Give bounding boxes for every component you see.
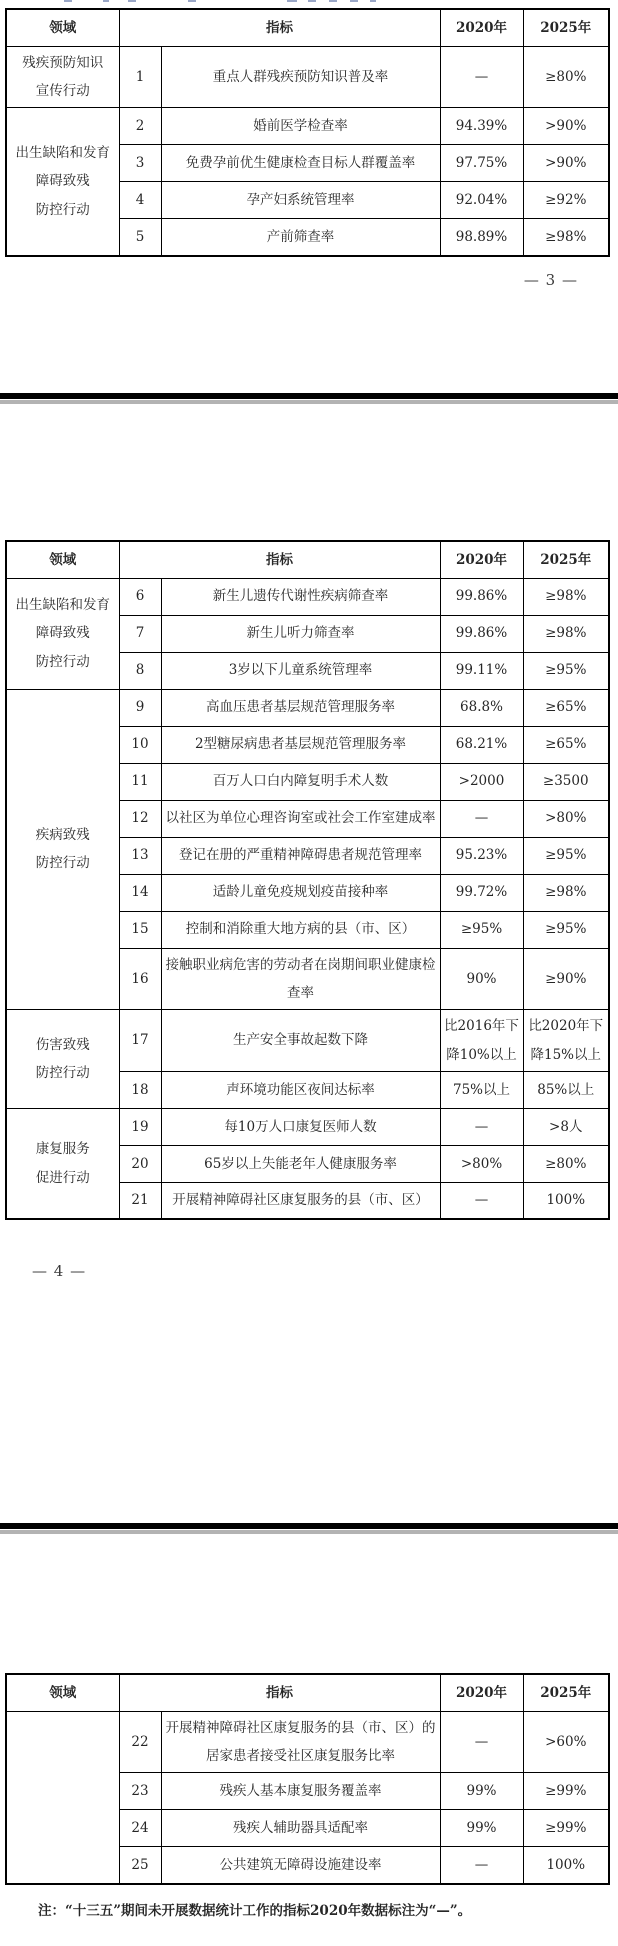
value-2020-cell: 95.23% xyxy=(440,837,523,874)
domain-line: 疾病致残 xyxy=(35,827,90,843)
domain-line: 障碍致残 xyxy=(35,173,90,190)
indicator-cell: 公共建筑无障碍设施建设率 xyxy=(161,1847,440,1884)
value-2020-cell: 92.04% xyxy=(440,182,523,219)
value-2020-cell: 99.86% xyxy=(440,615,523,652)
indicator-cell: 新生儿听力筛查率 xyxy=(161,615,440,652)
value-2025-cell: ≥3500 xyxy=(523,763,609,800)
indicator-cell: 新生儿遗传代谢性疾病筛查率 xyxy=(161,578,440,615)
serial-number-cell: 8 xyxy=(119,652,161,689)
value-2020-cell: 75%以上 xyxy=(440,1071,523,1108)
indicator-cell: 登记在册的严重精神障碍患者规范管理率 xyxy=(161,837,440,874)
serial-number-cell: 20 xyxy=(119,1145,161,1182)
col-header-2020: 2020年 xyxy=(440,541,523,578)
serial-number-cell: 23 xyxy=(119,1773,161,1810)
table-row xyxy=(6,108,609,145)
page-separator xyxy=(0,1523,618,1534)
col-header-domain: 领域 xyxy=(6,9,119,46)
value-2025-cell: 100% xyxy=(523,1182,609,1219)
serial-number-cell: 13 xyxy=(119,837,161,874)
col-header-indicator: 指标 xyxy=(119,9,440,46)
value-2025-cell: >60% xyxy=(523,1711,609,1773)
domain-line: 防控行动 xyxy=(35,201,90,218)
serial-number-cell: 1 xyxy=(119,46,161,108)
indicator-cell: 2型糖尿病患者基层规范管理服务率 xyxy=(161,726,440,763)
serial-number-cell: 11 xyxy=(119,763,161,800)
domain-cell xyxy=(6,1010,119,1109)
indicator-cell: 免费孕前优生健康检查目标人群覆盖率 xyxy=(161,145,440,182)
serial-number-cell: 5 xyxy=(119,219,161,256)
indicator-cell: 高血压患者基层规范管理服务率 xyxy=(161,689,440,726)
value-2025-cell: 85%以上 xyxy=(523,1071,609,1108)
col-header-2020: 2020年 xyxy=(440,1674,523,1711)
value-2025-cell: >8人 xyxy=(523,1108,609,1145)
domain-cell xyxy=(6,689,119,1010)
indicator-cell: 适龄儿童免疫规划疫苗接种率 xyxy=(161,874,440,911)
serial-number-cell: 6 xyxy=(119,578,161,615)
serial-number-cell: 17 xyxy=(119,1010,161,1072)
serial-number-cell: 14 xyxy=(119,874,161,911)
domain-line: 出生缺陷和发育 xyxy=(15,144,110,161)
serial-number-cell: 4 xyxy=(119,182,161,219)
domain-line: 康复服务 xyxy=(35,1141,90,1158)
value-2025-cell: 100% xyxy=(523,1847,609,1884)
serial-number-cell: 2 xyxy=(119,108,161,145)
value-2020-cell: 90% xyxy=(440,948,523,1010)
serial-number-cell: 24 xyxy=(119,1810,161,1847)
serial-number-cell: 10 xyxy=(119,726,161,763)
indicator-cell: 65岁以上失能老年人健康服务率 xyxy=(161,1145,440,1182)
value-2020-cell: — xyxy=(440,1847,523,1884)
serial-number-cell: 12 xyxy=(119,800,161,837)
domain-line: 防控行动 xyxy=(35,855,90,872)
domain-line: 防控行动 xyxy=(35,653,90,670)
value-2025-cell: ≥80% xyxy=(523,46,609,108)
indicator-cell: 接触职业病危害的劳动者在岗期间职业健康检查率 xyxy=(161,948,440,1010)
indicator-cell: 重点人群残疾预防知识普及率 xyxy=(161,46,440,108)
indicator-cell: 开展精神障碍社区康复服务的县（市、区）的居家患者接受社区康复服务比率 xyxy=(161,1711,440,1773)
value-2025-cell: >90% xyxy=(523,108,609,145)
indicator-table-page5 xyxy=(5,1673,610,1885)
value-2020-cell: 99% xyxy=(440,1773,523,1810)
domain-line: 宣传行动 xyxy=(35,82,90,99)
value-2020-cell: 99.86% xyxy=(440,578,523,615)
value-2020-cell: ≥95% xyxy=(440,911,523,948)
serial-number-cell: 18 xyxy=(119,1071,161,1108)
doc-page-3 xyxy=(0,0,618,393)
col-header-domain: 领域 xyxy=(6,541,119,578)
page-number-4: — 4 — xyxy=(32,1262,87,1281)
serial-number-cell: 9 xyxy=(119,689,161,726)
value-2025-cell: ≥92% xyxy=(523,182,609,219)
serial-number-cell: 22 xyxy=(119,1711,161,1773)
value-2020-cell: 比2016年下降10%以上 xyxy=(440,1010,523,1072)
value-2020-cell: 68.8% xyxy=(440,689,523,726)
value-2020-cell: >2000 xyxy=(440,763,523,800)
indicator-cell: 生产安全事故起数下降 xyxy=(161,1010,440,1072)
value-2025-cell: 比2020年下降15%以上 xyxy=(523,1010,609,1072)
col-header-domain: 领域 xyxy=(6,1674,119,1711)
value-2025-cell: ≥98% xyxy=(523,615,609,652)
col-header-2020: 2020年 xyxy=(440,9,523,46)
serial-number-cell: 19 xyxy=(119,1108,161,1145)
footnote: 注：“十三五”期间未开展数据统计工作的指标2020年数据标注为“—”。 xyxy=(38,1902,472,1919)
value-2025-cell: ≥90% xyxy=(523,948,609,1010)
indicator-cell: 婚前医学检查率 xyxy=(161,108,440,145)
serial-number-cell: 16 xyxy=(119,948,161,1010)
value-2020-cell: — xyxy=(440,1108,523,1145)
col-header-2025: 2025年 xyxy=(523,9,609,46)
clipped-text-remnant xyxy=(0,0,618,3)
value-2020-cell: — xyxy=(440,1182,523,1219)
table-header-row xyxy=(6,9,609,46)
value-2025-cell: ≥80% xyxy=(523,1145,609,1182)
domain-cell xyxy=(6,578,119,689)
indicator-cell: 控制和消除重大地方病的县（市、区） xyxy=(161,911,440,948)
serial-number-cell: 21 xyxy=(119,1182,161,1219)
doc-page-4 xyxy=(0,404,618,1523)
serial-number-cell: 25 xyxy=(119,1847,161,1884)
indicator-cell: 残疾人基本康复服务覆盖率 xyxy=(161,1773,440,1810)
page-number-3: — 3 — xyxy=(523,270,578,289)
value-2025-cell: ≥99% xyxy=(523,1773,609,1810)
value-2025-cell: ≥98% xyxy=(523,219,609,256)
table-row xyxy=(6,578,609,615)
page-separator xyxy=(0,393,618,404)
indicator-cell: 每10万人口康复医师人数 xyxy=(161,1108,440,1145)
col-header-2025: 2025年 xyxy=(523,541,609,578)
indicator-cell: 开展精神障碍社区康复服务的县（市、区） xyxy=(161,1182,440,1219)
domain-line: 促进行动 xyxy=(35,1169,90,1186)
value-2025-cell: ≥98% xyxy=(523,578,609,615)
col-header-indicator: 指标 xyxy=(119,1674,440,1711)
domain-line: 障碍致残 xyxy=(35,625,90,642)
value-2020-cell: 99% xyxy=(440,1810,523,1847)
doc-page-5 xyxy=(0,1534,618,1946)
table-header-row xyxy=(6,541,609,578)
value-2020-cell: — xyxy=(440,46,523,108)
table-row xyxy=(6,1108,609,1145)
col-header-indicator: 指标 xyxy=(119,541,440,578)
domain-line: 防控行动 xyxy=(35,1065,90,1082)
value-2025-cell: ≥98% xyxy=(523,874,609,911)
value-2020-cell: >80% xyxy=(440,1145,523,1182)
domain-cell xyxy=(6,1108,119,1219)
value-2020-cell: 98.89% xyxy=(440,219,523,256)
indicator-table-page3 xyxy=(5,8,610,257)
indicator-cell: 3岁以下儿童系统管理率 xyxy=(161,652,440,689)
indicator-cell: 以社区为单位心理咨询室或社会工作室建成率 xyxy=(161,800,440,837)
value-2025-cell: >90% xyxy=(523,145,609,182)
table-row xyxy=(6,689,609,726)
domain-line: 残疾预防知识 xyxy=(22,54,104,71)
domain-cell xyxy=(6,46,119,108)
value-2025-cell: ≥95% xyxy=(523,911,609,948)
table-row xyxy=(6,1010,609,1072)
col-header-2025: 2025年 xyxy=(523,1674,609,1711)
value-2025-cell: ≥65% xyxy=(523,689,609,726)
value-2020-cell: — xyxy=(440,1711,523,1773)
value-2025-cell: >80% xyxy=(523,800,609,837)
value-2020-cell: 94.39% xyxy=(440,108,523,145)
serial-number-cell: 7 xyxy=(119,615,161,652)
value-2020-cell: — xyxy=(440,800,523,837)
domain-cell xyxy=(6,1711,119,1884)
indicator-table-page4 xyxy=(5,540,610,1220)
value-2025-cell: ≥95% xyxy=(523,837,609,874)
value-2020-cell: 99.11% xyxy=(440,652,523,689)
indicator-cell: 孕产妇系统管理率 xyxy=(161,182,440,219)
domain-line: 出生缺陷和发育 xyxy=(15,596,110,613)
value-2025-cell: ≥95% xyxy=(523,652,609,689)
indicator-cell: 声环境功能区夜间达标率 xyxy=(161,1071,440,1108)
value-2025-cell: ≥65% xyxy=(523,726,609,763)
table-header-row xyxy=(6,1674,609,1711)
indicator-cell: 百万人口白内障复明手术人数 xyxy=(161,763,440,800)
indicator-cell: 产前筛查率 xyxy=(161,219,440,256)
indicator-cell: 残疾人辅助器具适配率 xyxy=(161,1810,440,1847)
value-2020-cell: 68.21% xyxy=(440,726,523,763)
domain-cell xyxy=(6,108,119,256)
domain-line: 伤害致残 xyxy=(35,1036,90,1053)
table-row xyxy=(6,46,609,108)
value-2025-cell: ≥99% xyxy=(523,1810,609,1847)
serial-number-cell: 3 xyxy=(119,145,161,182)
value-2020-cell: 97.75% xyxy=(440,145,523,182)
serial-number-cell: 15 xyxy=(119,911,161,948)
value-2020-cell: 99.72% xyxy=(440,874,523,911)
table-row xyxy=(6,1711,609,1773)
